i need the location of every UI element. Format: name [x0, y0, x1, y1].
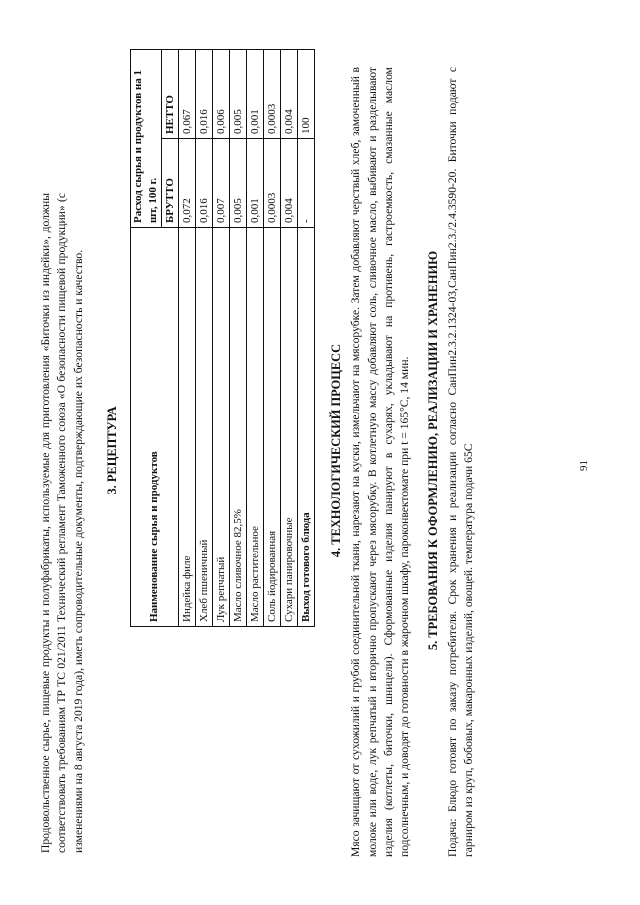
- output-gross: -: [298, 139, 315, 228]
- process-paragraph: Мясо зачищают от сухожилий и грубой соединительной ткани, нарезают на куски, измельчают на мясорубке. Затем добавляют черствый хлеб, замоченный в молоке или воде, лук репчатый и вторично пропускают через мясорубку. В котлетную массу добавляют соль, сливочное масло, выбивают и разделывают изделия (котлеты, биточки, шницели). Сформованные изделия панируют в сухарях, укладывают на противень, гастроемкость, смазанные маслом подсолнечным, и доводят до готовности в жарочном шкафу, пароконвектомате при t = 165°C, 14 мин.: [349, 67, 412, 857]
- page-number: 91: [578, 460, 590, 471]
- ingredient-gross: 0,001: [247, 139, 264, 228]
- table-row: [230, 50, 247, 627]
- output-net: 100: [298, 50, 315, 139]
- ingredient-gross: 0,007: [213, 139, 230, 228]
- ingredient-net: 0,0003: [264, 50, 281, 139]
- section-recipe-title: 3. РЕЦЕПТУРА: [105, 406, 120, 495]
- col-header-net: НЕТТО: [162, 50, 179, 139]
- col-header-consumption: Расход сырья и продуктов на 1 шт, 100 г.: [131, 50, 162, 228]
- col-header-gross: БРУТТО: [162, 139, 179, 228]
- ingredient-name: Масло сливочное 82,5%: [230, 228, 247, 627]
- intro-paragraph: Продовольственное сырье, пищевые продукты и полуфабрикаты, используемые для приготовления «Биточки из индейки», должны соответствовать требованиям ТР ТС 021/2011 Технический регламент Таможенного союза «О безопасности пищевой продукции» (с изменениями на 8 августа 2019 года), иметь сопроводительные документы, подтверждающие их безопасность и качество.: [39, 193, 85, 853]
- ingredient-name: Хлеб пшеничный: [196, 228, 213, 627]
- table-row: [179, 50, 196, 627]
- ingredient-name: Сухари панировочные: [281, 228, 298, 627]
- section-process-title: 4. ТЕХНОЛОГИЧЕСКИЙ ПРОЦЕСС: [329, 343, 344, 558]
- table-output-row: [298, 50, 315, 627]
- ingredient-gross: 0,004: [281, 139, 298, 228]
- ingredient-name: Индейка филе: [179, 228, 196, 627]
- table-row: [247, 50, 264, 627]
- col-header-name: Наименование сырья и продуктов: [131, 228, 179, 627]
- ingredient-net: 0,004: [281, 50, 298, 139]
- ingredient-net: 0,067: [179, 50, 196, 139]
- ingredient-name: Масло растительное: [247, 228, 264, 627]
- ingredient-net: 0,016: [196, 50, 213, 139]
- requirements-paragraph: Подача: Блюдо готовят по заказу потребителя. Срок хранения и реализации согласно СанПин2.3.2.1324-03,СанПин2.3./2.4.3590-20. Биточки подают с гарниром из круп, бобовых, макаронных изделий, овощей. температура подачи 65С: [445, 67, 476, 857]
- recipe-table: [130, 49, 315, 627]
- section-requirements-title: 5. ТРЕБОВАНИЯ К ОФОРМЛЕНИЮ, РЕАЛИЗАЦИИ И ХРАНЕНИЮ: [425, 250, 440, 651]
- ingredient-net: 0,006: [213, 50, 230, 139]
- table-row: [196, 50, 213, 627]
- ingredient-name: Соль йодированная: [264, 228, 281, 627]
- table-row: [281, 50, 298, 627]
- ingredient-gross: 0,0003: [264, 139, 281, 228]
- table-row: [264, 50, 281, 627]
- ingredient-net: 0,001: [247, 50, 264, 139]
- ingredient-gross: 0,072: [179, 139, 196, 228]
- output-label: Выход готового блюда: [298, 228, 315, 627]
- ingredient-net: 0,005: [230, 50, 247, 139]
- ingredient-gross: 0,016: [196, 139, 213, 228]
- ingredient-name: Лук репчатый: [213, 228, 230, 627]
- table-row: [213, 50, 230, 627]
- table-header-row: [131, 50, 162, 627]
- ingredient-gross: 0,005: [230, 139, 247, 228]
